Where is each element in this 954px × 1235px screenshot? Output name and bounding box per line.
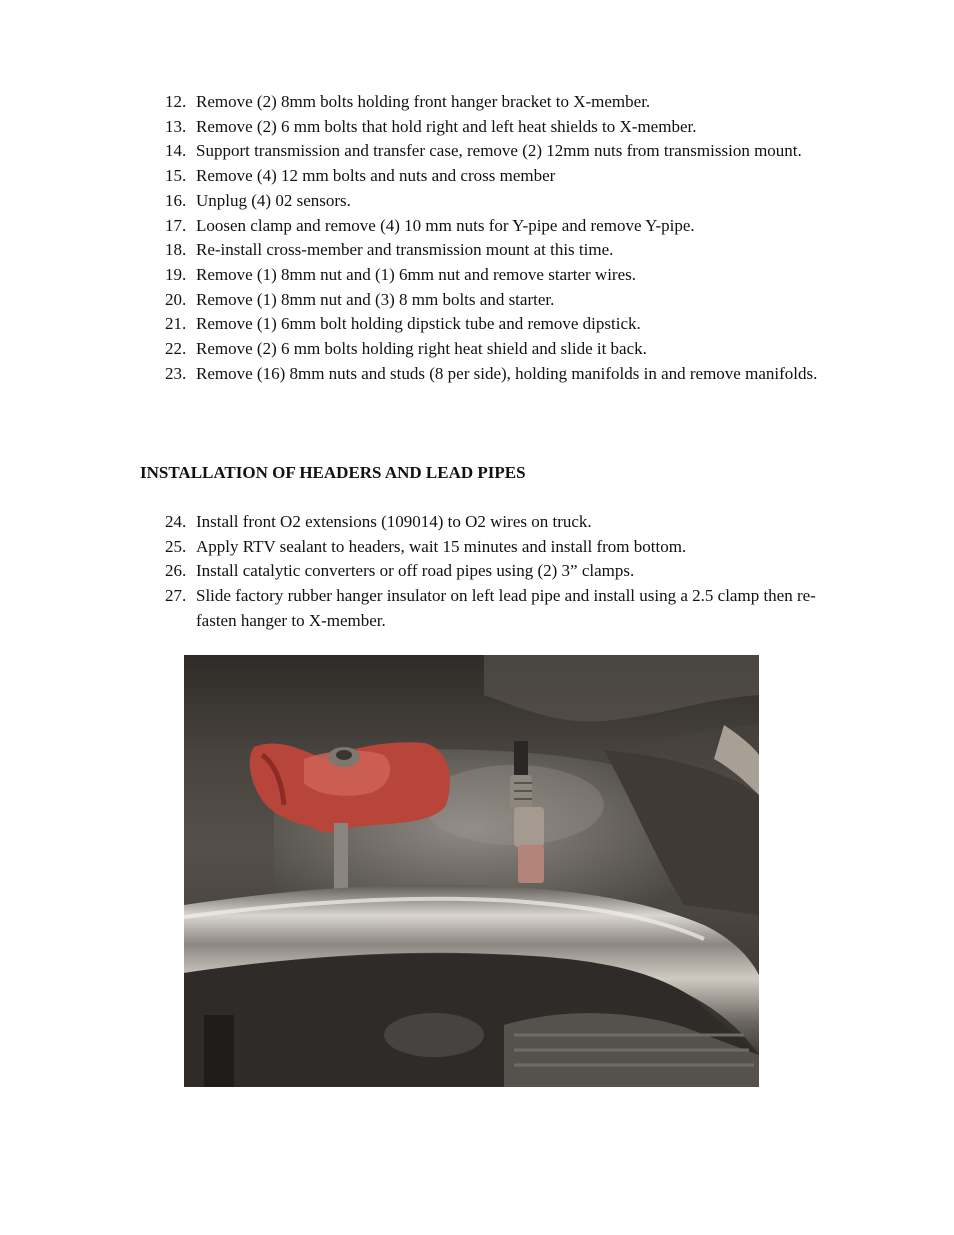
step-text: Remove (1) 6mm bolt holding dipstick tube and remove dipstick. — [196, 314, 641, 334]
step-number: 25. — [165, 536, 187, 556]
list-item — [165, 214, 825, 239]
step-text: Remove (2) 6 mm bolts that hold right and left heat shields to X-member. — [196, 116, 697, 136]
step-text: Install front O2 extensions (109014) to O2 wires on truck. — [196, 512, 592, 531]
step-list-part1 — [165, 90, 825, 386]
step-text: Loosen clamp and remove (4) 10 mm nuts for Y-pipe and remove Y-pipe. — [196, 215, 695, 235]
list-item — [165, 90, 825, 115]
step-text: Remove (1) 8mm nut and (1) 6mm nut and remove starter wires. — [196, 264, 636, 284]
step-number: 18. — [165, 240, 187, 260]
step-text: Remove (16) 8mm nuts and studs (8 per side), holding manifolds in and remove manifolds. — [196, 363, 818, 383]
list-item — [165, 312, 825, 337]
step-text: Slide factory rubber hanger insulator on left lead pipe and install using a 2.5 clamp then re-fasten hanger to X-member. — [196, 586, 816, 630]
photo-illustration — [184, 655, 759, 1087]
step-number: 19. — [165, 264, 187, 284]
step-text: Remove (1) 8mm nut and (3) 8 mm bolts and starter. — [196, 289, 555, 309]
step-list-part2 — [165, 510, 825, 634]
step-text: Unplug (4) 02 sensors. — [196, 190, 351, 210]
list-item — [165, 362, 825, 387]
undercarriage-photo — [184, 655, 759, 1087]
step-text: Support transmission and transfer case, remove (2) 12mm nuts from transmission mount. — [196, 141, 802, 161]
list-item — [165, 584, 825, 633]
step-number: 12. — [165, 92, 187, 111]
step-number: 16. — [165, 190, 187, 210]
step-number: 23. — [165, 363, 187, 383]
step-number: 20. — [165, 289, 187, 309]
list-item — [165, 115, 825, 140]
step-number: 15. — [165, 166, 187, 186]
step-text: Install catalytic converters or off road pipes using (2) 3” clamps. — [196, 561, 635, 581]
list-item — [165, 337, 825, 362]
list-item — [165, 559, 825, 584]
step-number: 22. — [165, 339, 187, 359]
list-item — [165, 288, 825, 313]
step-text: Remove (4) 12 mm bolts and nuts and cross member — [196, 166, 556, 186]
step-number: 21. — [165, 314, 187, 334]
step-number: 26. — [165, 561, 187, 581]
list-item — [165, 263, 825, 288]
step-text: Remove (2) 8mm bolts holding front hanger bracket to X-member. — [196, 92, 651, 111]
list-item — [165, 189, 825, 214]
section-heading: INSTALLATION OF HEADERS AND LEAD PIPES — [140, 463, 526, 482]
step-text: Apply RTV sealant to headers, wait 15 minutes and install from bottom. — [196, 536, 687, 556]
list-item — [165, 510, 825, 535]
list-item — [165, 238, 825, 263]
step-number: 13. — [165, 116, 187, 136]
list-item — [165, 535, 825, 560]
step-number: 14. — [165, 141, 187, 161]
step-number: 24. — [165, 512, 187, 531]
step-text: Re-install cross-member and transmission mount at this time. — [196, 240, 614, 260]
step-number: 17. — [165, 215, 187, 235]
step-text: Remove (2) 6 mm bolts holding right heat shield and slide it back. — [196, 339, 647, 359]
list-item — [165, 164, 825, 189]
list-item — [165, 139, 825, 164]
step-number: 27. — [165, 586, 187, 606]
